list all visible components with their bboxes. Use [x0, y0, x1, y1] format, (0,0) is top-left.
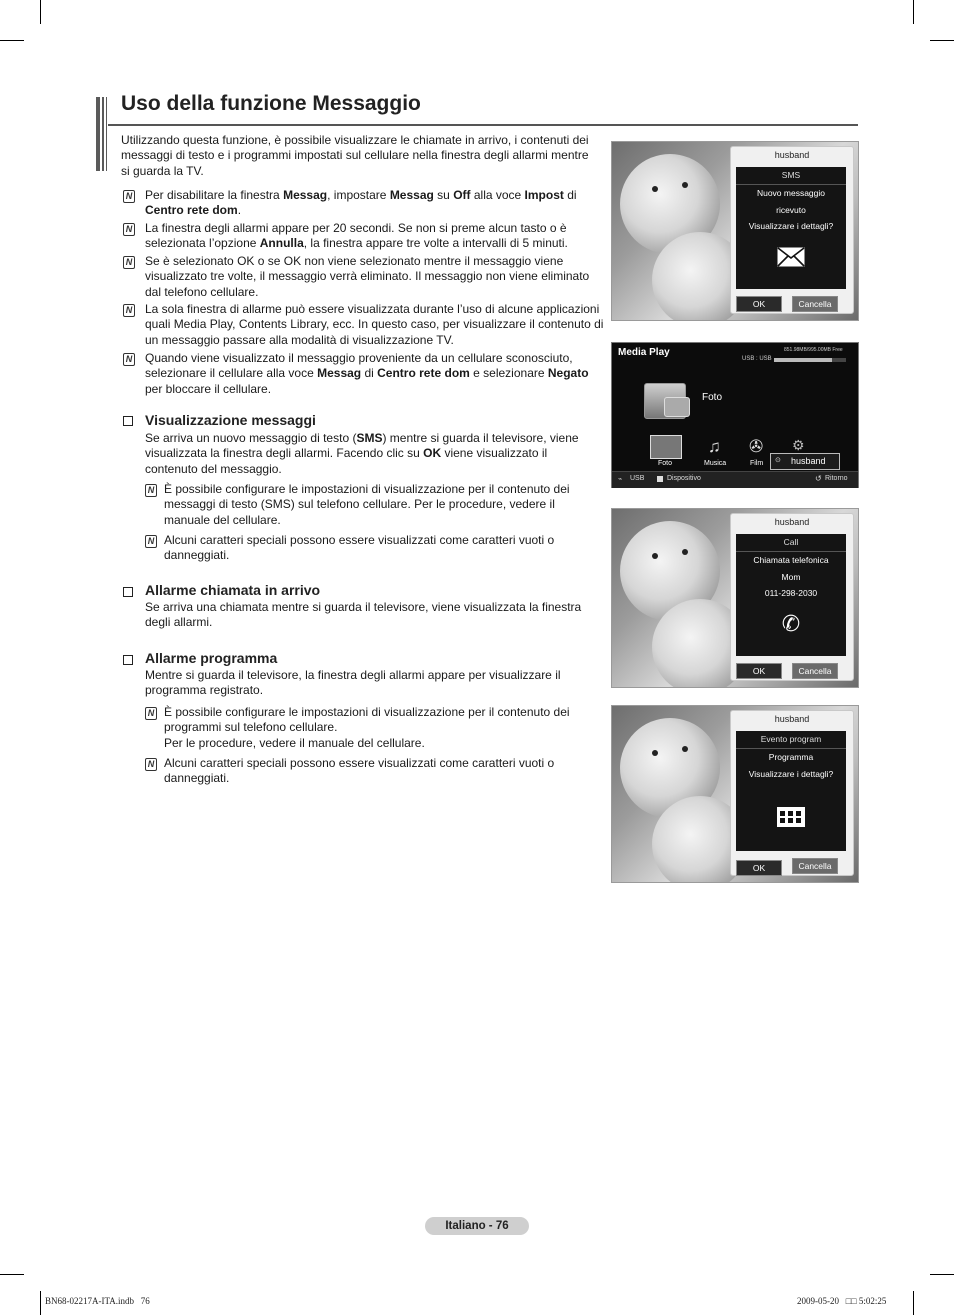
- calendar-icon: [776, 806, 806, 828]
- message-line: Chiamata telefonica: [753, 555, 829, 565]
- note-item: La finestra degli allarmi appare per 20 secondi. Se non si preme alcun tasto o è selezionata l’opzione Annulla, la finestra appare tre volte a intervalli di 5 minuti.: [145, 221, 568, 251]
- message-type: Call: [736, 534, 846, 552]
- storage-bar-fill: [774, 358, 832, 362]
- cancel-button[interactable]: Cancella: [792, 296, 838, 312]
- envelope-icon: [777, 247, 805, 267]
- message-type: Evento program: [736, 731, 846, 749]
- file-info: BN68-02217A-ITA.indb 76: [45, 1296, 150, 1306]
- popup-header: husband: [774, 517, 810, 527]
- alarm-popup: [730, 513, 854, 681]
- bear-eye: [652, 553, 658, 559]
- ok-button[interactable]: OK: [736, 663, 782, 679]
- crop-mark: [40, 0, 41, 24]
- note-item: Alcuni caratteri speciali possono essere visualizzati come caratteri vuoti o danneggiati.: [164, 533, 555, 563]
- message-line: 011-298-2030: [764, 588, 818, 598]
- media-play-title: Media Play: [618, 347, 670, 358]
- page-title: Uso della funzione Messaggio: [121, 92, 421, 115]
- note-item: La sola finestra di allarme può essere visualizzata durante l’uso di alcune applicazioni quali Media Play, Contents Library, ecc. In questo caso, per visualizzare il contenuto di un messaggio passare alla modalità di visualizzazione TV.: [145, 302, 604, 347]
- crop-mark: [40, 1291, 41, 1315]
- message-line: Programma: [768, 752, 814, 762]
- selected-category: Foto: [702, 392, 723, 403]
- device-label[interactable]: Dispositivo: [667, 475, 701, 482]
- section-body: Se arriva una chiamata mentre si guarda il televisore, viene visualizzata la finestra degli allarmi.: [145, 600, 582, 630]
- popup-header: husband: [774, 714, 810, 724]
- note-icon: N: [145, 758, 157, 771]
- note-icon: N: [145, 707, 157, 720]
- note-item: Per disabilitare la finestra Messag, impostare Messag su Off alla voce Impost di Centro rete dom.: [145, 188, 577, 218]
- user-popup[interactable]: [770, 453, 840, 470]
- music-note-icon[interactable]: ♫: [708, 437, 721, 456]
- note-item: Se è selezionato OK o se OK non viene selezionato mentre il messaggio viene visualizzato tre volte, il messaggio verrà eliminato. Il messaggio non viene eliminato dal telefono cellulare.: [145, 254, 590, 299]
- film-reel-icon[interactable]: ✇: [749, 437, 764, 456]
- crop-mark: [0, 1274, 24, 1275]
- ok-button[interactable]: OK: [736, 860, 782, 876]
- note-icon: N: [123, 256, 135, 269]
- note-icon: N: [123, 190, 135, 203]
- crop-mark: [930, 40, 954, 41]
- user-icon: ⊙: [775, 457, 781, 464]
- call-alarm-screen: [611, 508, 859, 688]
- print-date: 2009-05-20 □□ 5:02:25: [797, 1296, 887, 1306]
- note-item: Quando viene visualizzato il messaggio proveniente da un cellulare sconosciuto, selezionare il cellulare alla voce Messag di Centro rete dom e selezionare Negato per bloccare il cellulare.: [145, 351, 589, 396]
- usb-icon: ⌁: [618, 476, 623, 483]
- alarm-popup: [730, 146, 854, 314]
- message-line: Visualizzare i dettagli?: [748, 768, 834, 779]
- popup-content: [736, 534, 846, 656]
- bear-eye: [682, 746, 688, 752]
- settings-icon[interactable]: ⚙: [792, 437, 805, 453]
- page-number: Italiano - 76: [425, 1217, 529, 1235]
- message-line: Nuovo messaggio: [756, 188, 826, 198]
- section-body: Mentre si guarda il televisore, la finestra degli allarmi appare per visualizzare il programma registrato.: [145, 668, 561, 698]
- cancel-button[interactable]: Cancella: [792, 663, 838, 679]
- section-heading: Allarme programma: [145, 650, 278, 666]
- popup-content: [736, 731, 846, 851]
- user-name: husband: [791, 456, 826, 466]
- device-label: USB : USB: [742, 356, 772, 362]
- section-bullet: [123, 416, 133, 426]
- ok-button[interactable]: OK: [736, 296, 782, 312]
- crop-mark: [0, 40, 24, 41]
- camera-icon: [664, 397, 690, 417]
- note-icon: N: [145, 484, 157, 497]
- note-item: È possibile configurare le impostazioni di visualizzazione per il contenuto dei messaggi di testo (SMS) sul telefono cellulare. Per le procedure, vedere il manuale del cellulare.: [164, 482, 570, 527]
- note-item: È possibile configurare le impostazioni di visualizzazione per il contenuto dei programmi sul telefono cellulare. Per le procedure, vedere il manuale del cellulare.: [164, 705, 570, 750]
- usb-label[interactable]: USB: [630, 475, 645, 482]
- popup-content: [736, 167, 846, 289]
- title-rule: [108, 124, 858, 126]
- cancel-button[interactable]: Cancella: [792, 858, 838, 874]
- title-decoration: [96, 97, 108, 171]
- program-alarm-screen: [611, 705, 859, 883]
- message-type: SMS: [736, 167, 846, 185]
- section-body: Se arriva un nuovo messaggio di testo (SMS) mentre si guarda il televisore, viene visualizzata la finestra degli allarmi. Facendo clic su OK viene visualizzato il contenuto del messaggio.: [145, 431, 579, 476]
- popup-header: husband: [774, 150, 810, 160]
- sms-alarm-screen: [611, 141, 859, 321]
- tab-foto[interactable]: Foto: [658, 460, 673, 467]
- message-line: Mom: [781, 571, 801, 582]
- return-icon: ↺: [815, 474, 822, 483]
- message-line: Visualizzare i dettagli?: [748, 221, 834, 231]
- phone-icon: ✆: [781, 610, 801, 636]
- crop-mark: [930, 1274, 954, 1275]
- note-icon: N: [145, 535, 157, 548]
- tab-foto-icon[interactable]: [650, 435, 682, 459]
- return-label[interactable]: Ritorno: [825, 475, 848, 482]
- section-bullet: [123, 655, 133, 665]
- bear-eye: [682, 182, 688, 188]
- intro-paragraph: Utilizzando questa funzione, è possibile visualizzare le chiamate in arrivo, i contenuti dei messaggi di testo e i programmi impostati sul cellulare nella finestra degli allarmi mentre si guarda la TV.: [121, 133, 589, 178]
- alarm-popup: [730, 710, 854, 876]
- bear-eye: [682, 549, 688, 555]
- message-line: ricevuto: [776, 204, 806, 215]
- section-bullet: [123, 587, 133, 597]
- note-icon: N: [123, 304, 135, 317]
- tab-film[interactable]: Film: [750, 460, 764, 467]
- device-square-icon: [657, 476, 663, 482]
- crop-mark: [913, 0, 914, 24]
- note-icon: N: [123, 223, 135, 236]
- section-heading: Visualizzazione messaggi: [145, 412, 316, 428]
- storage-info: 851.98MB/995.00MB Free: [784, 347, 843, 353]
- bear-eye: [652, 750, 658, 756]
- note-item: Alcuni caratteri speciali possono essere visualizzati come caratteri vuoti o danneggiati.: [164, 756, 555, 786]
- bear-eye: [652, 186, 658, 192]
- tab-musica[interactable]: Musica: [704, 460, 727, 467]
- crop-mark: [913, 1291, 914, 1315]
- media-play-screen: [611, 342, 859, 488]
- section-heading: Allarme chiamata in arrivo: [145, 582, 321, 598]
- storage-bar: [774, 358, 846, 362]
- note-icon: N: [123, 353, 135, 366]
- bottom-bar: [612, 471, 858, 488]
